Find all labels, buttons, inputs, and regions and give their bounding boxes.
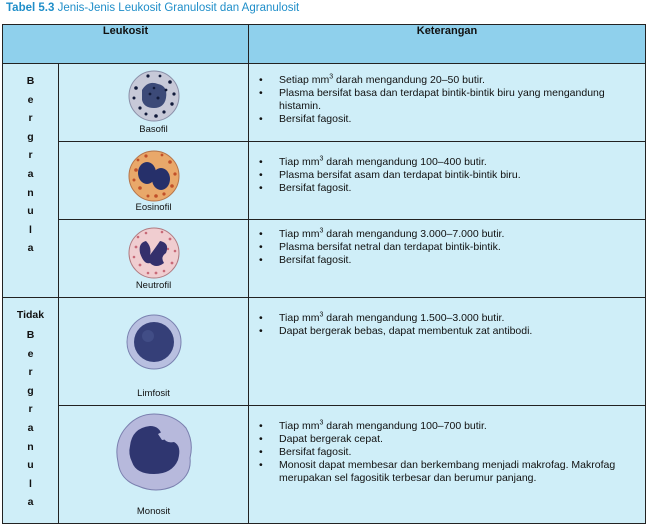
note-item: • Bersifat fagosit.	[249, 254, 645, 267]
note-item: • Plasma bersifat netral dan terdapat bintik-bintik.	[249, 241, 645, 254]
header-leukosit: Leukosit	[3, 25, 249, 64]
cell-basofil	[59, 64, 249, 142]
group-letter: a	[27, 167, 34, 180]
group-word: Tidak	[16, 309, 45, 321]
note-item: • Tiap $mm^3$ darah mengandung 100–700 butir.	[249, 420, 645, 433]
notes-basofil	[249, 64, 646, 142]
group-letter: r	[28, 403, 33, 416]
group-letter: l	[29, 223, 32, 236]
note-item: • Dapat bergerak bebas, dapat membentuk zat antibodi.	[249, 325, 645, 338]
note-item: • Monosit dapat membesar dan berkembang menjadi makrofag. Makrofag merupakan sel fagositik terbesar dan berumur panjang.	[249, 459, 645, 485]
note-item: • Bersifat fagosit.	[249, 113, 645, 126]
monosit-image	[112, 410, 196, 494]
group-letter: a	[27, 242, 34, 255]
cell-eosinofil	[59, 142, 249, 220]
leukocyte-table	[2, 24, 646, 524]
neutrofil-image	[126, 225, 182, 281]
group-letter: e	[27, 347, 34, 360]
basofil-image	[126, 68, 182, 124]
group-letter: l	[29, 477, 32, 490]
limfosit-image	[124, 312, 184, 372]
cell-name-eosinofil: Eosinofil	[135, 202, 172, 213]
note-item: • Bersifat fagosit.	[249, 446, 645, 459]
cell-name-basofil: Basofil	[139, 124, 168, 135]
group-letter: r	[28, 149, 33, 162]
cell-neutrofil	[59, 220, 249, 298]
group-letter: n	[27, 186, 34, 199]
cell-monosit	[59, 406, 249, 524]
group-letter: r	[28, 366, 33, 379]
note-item: • Tiap $mm^3$ darah mengandung 3.000–7.000 butir.	[249, 228, 645, 241]
caption-title: Jenis-Jenis Leukosit Granulosit dan Agranulosit	[57, 2, 300, 14]
note-item: • Tiap $mm^3$ darah mengandung 1.500–3.000 butir.	[249, 312, 645, 325]
caption-label: Tabel 5.3	[6, 2, 55, 14]
group-tidak-bergranula	[3, 298, 59, 524]
group-letter: a	[27, 496, 34, 509]
notes-eosinofil	[249, 142, 646, 220]
table-caption	[6, 2, 299, 14]
notes-monosit	[249, 406, 646, 524]
group-letter: B	[26, 75, 35, 87]
note-item: • Setiap $mm^3$ darah mengandung 20–50 butir.	[249, 74, 645, 87]
group-letter: a	[27, 421, 34, 434]
eosinofil-image	[126, 148, 182, 204]
group-letter: u	[27, 205, 34, 218]
group-bergranula	[3, 64, 59, 298]
group-letter: e	[27, 93, 34, 106]
cell-name-limfosit: Limfosit	[137, 388, 170, 399]
group-letter: g	[27, 130, 34, 143]
notes-neutrofil	[249, 220, 646, 298]
header-keterangan: Keterangan	[249, 25, 646, 64]
cell-limfosit	[59, 298, 249, 406]
cell-name-neutrofil: Neutrofil	[135, 280, 172, 291]
group-letter: u	[27, 459, 34, 472]
note-item: • Plasma bersifat basa dan terdapat bintik-bintik biru yang mengandung histamin.	[249, 87, 645, 113]
group-letter: g	[27, 384, 34, 397]
group-letter: B	[26, 329, 35, 341]
note-item: • Dapat bergerak cepat.	[249, 433, 645, 446]
note-item: • Plasma bersifat asam dan terdapat bintik-bintik biru.	[249, 169, 645, 182]
note-item: • Bersifat fagosit.	[249, 182, 645, 195]
cell-name-monosit: Monosit	[136, 506, 171, 517]
group-letter: n	[27, 440, 34, 453]
note-item: • Tiap $mm^3$ darah mengandung 100–400 butir.	[249, 156, 645, 169]
group-letter: r	[28, 112, 33, 125]
notes-limfosit	[249, 298, 646, 406]
